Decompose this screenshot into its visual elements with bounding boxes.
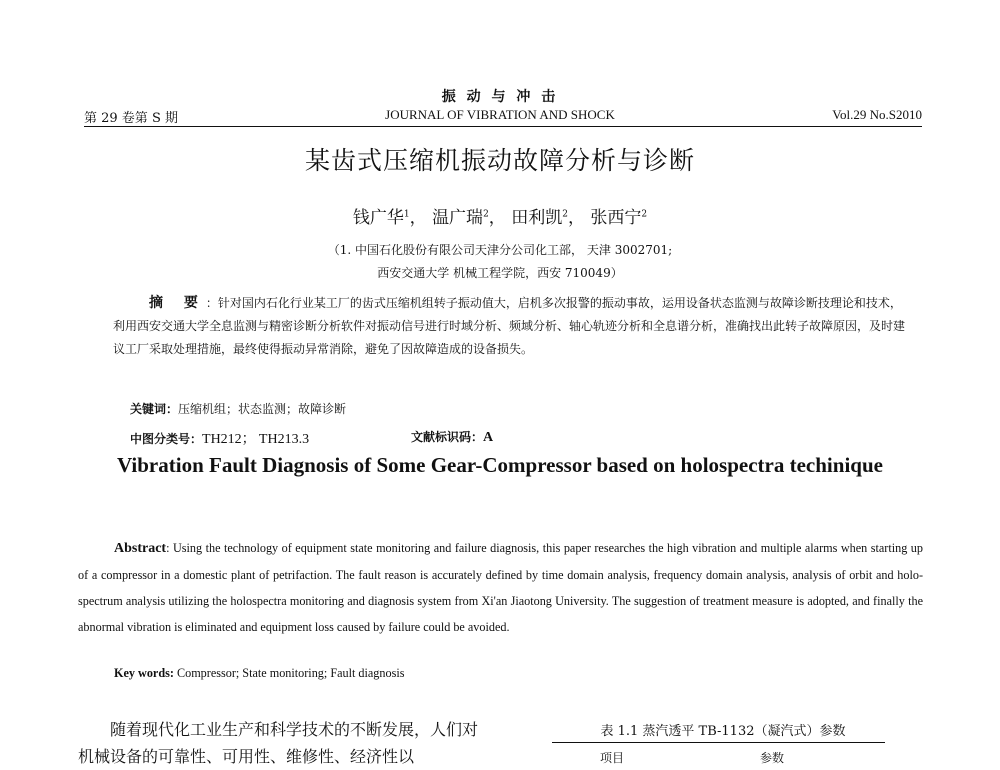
document-code-label: 文献标识码： bbox=[411, 430, 484, 444]
author-name: 钱广华 bbox=[352, 208, 404, 228]
keywords-cn-text: 压缩机组；状态监测；故障诊断 bbox=[178, 402, 347, 416]
author-separator: ， bbox=[488, 208, 506, 228]
author-separator: ， bbox=[409, 208, 427, 228]
paper-title-cn: 某齿式压缩机振动故障分析与诊断 bbox=[304, 146, 695, 175]
author-list bbox=[0, 203, 1000, 228]
abstract-en-label: Abstract bbox=[114, 541, 167, 556]
paper-title-en: Vibration Fault Diagnosis of Some Gear-Compressor based on holospectra techinique bbox=[117, 453, 883, 477]
classification-label: 中图分类号： bbox=[130, 432, 203, 446]
header-rule bbox=[84, 126, 922, 127]
table-header-param: 参数 bbox=[760, 751, 785, 765]
document-code bbox=[411, 428, 493, 446]
author-separator: ， bbox=[567, 208, 585, 228]
table-top-rule bbox=[552, 742, 885, 743]
volume-issue-cn: 第 29 卷第 S 期 bbox=[84, 111, 178, 126]
table-caption: 表 1.1 蒸汽透平 TB-1132（凝汽式）参数 bbox=[600, 724, 846, 739]
abstract-cn-text: ：针对国内石化行业某工厂的齿式压缩机组转子振动值大，启机多次报警的振动事故，运用设备状态监测与故障诊断技理论和技术，利用西安交通大学全息监测与精密诊断分析软件对振动信号进行时域分析、频域分析、轴心轨迹分析和全息谱分析，准确找出此转子故障原因，及时建议工厂采取处理措施，最终使得振动异常消除，避免了因故障造成的设备损失。 bbox=[113, 296, 906, 356]
author-name: 温广瑞 bbox=[432, 208, 484, 228]
keywords-en-label: Key words: bbox=[114, 666, 174, 680]
author-name: 张西宁 bbox=[590, 208, 642, 228]
author-affil-mark: 2 bbox=[483, 209, 489, 220]
table-header-item: 项目 bbox=[600, 751, 625, 765]
affiliation-line-2: 西安交通大学 机械工程学院，西安 710049） bbox=[377, 266, 623, 280]
volume-issue-en: Vol.29 No.S2010 bbox=[832, 107, 922, 122]
journal-name-en: JOURNAL OF VIBRATION AND SHOCK bbox=[385, 107, 615, 122]
keywords-en bbox=[114, 666, 404, 681]
affiliation-line-1: （1. 中国石化股份有限公司天津分公司化工部， 天津 3002701; bbox=[327, 243, 673, 257]
classification-value: TH212； TH213.3 bbox=[202, 432, 310, 447]
classification-number bbox=[130, 428, 309, 448]
author-affil-mark: 1 bbox=[403, 209, 410, 220]
keywords-cn-label: 关键词： bbox=[130, 402, 179, 416]
document-code-value: A bbox=[483, 430, 494, 445]
abstract-cn-label: 摘 要 bbox=[149, 295, 206, 311]
keywords-cn bbox=[130, 400, 346, 417]
body-paragraph: 随着现代化工业生产和科学技术的不断发展，人们对机械设备的可靠性、可用性、维修性、经济性以 bbox=[78, 720, 479, 766]
journal-name-cn: 振 动 与 冲 击 bbox=[441, 89, 559, 105]
abstract-cn bbox=[113, 292, 913, 361]
keywords-en-text: Compressor; State monitoring; Fault diagnosis bbox=[173, 666, 405, 680]
author-affil-mark: 2 bbox=[641, 209, 648, 220]
author-affil-mark: 2 bbox=[562, 209, 568, 220]
abstract-en bbox=[78, 535, 923, 640]
author-name: 田利凯 bbox=[511, 208, 563, 228]
abstract-en-text: : Using the technology of equipment state monitoring and failure diagnosis, this paper researches the high vibration and multiple alarms when starting up of a compressor in a domestic plant of petrifaction. The fault reason is accurately defined by time domain analysis, frequency domain analysis, analysis of orbit and holo-spectrum analysis utilizing the holospectra monitoring and diagnosis system from Xi'an Jiaotong University. The suggestion of treatment measure is adopted, and finally the abnormal vibration is eliminated and equipment loss caused by failure could be avoided. bbox=[78, 541, 923, 634]
